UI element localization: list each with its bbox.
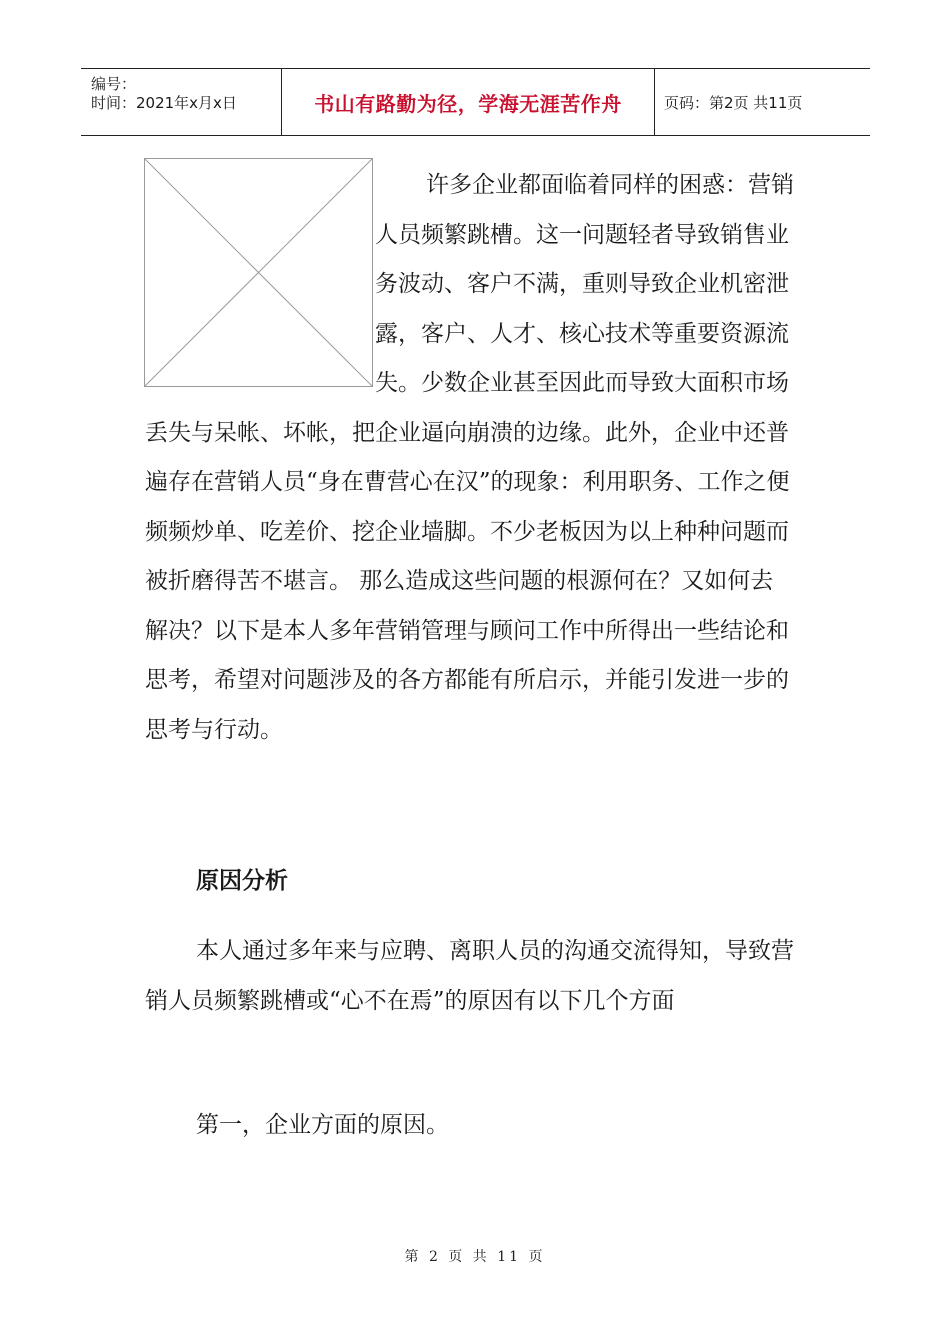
intro-lead-text: 许多企业都面临着同样的困惑： (426, 172, 748, 198)
header-motto-cell (282, 69, 655, 135)
section-heading: 原因分析 (196, 868, 288, 894)
page-header (81, 68, 870, 136)
body-paragraph: 第一，企业方面的原因。 (196, 1112, 449, 1138)
header-page-info: 页码：第2页 共11页 (664, 93, 803, 112)
intro-body-text: 营销人员频繁跳槽。这一问题轻者导致销售业务波动、客户不满，重则导致企业机密泄露，客户、人才、核心技术等重要资源流失。少数企业甚至因此而导致大面积市场丢失与呆帐、坏帐，把企业逼向崩溃的边缘。此外，企业中还普遍存在营销人员“身在曹营心在汉”的现象：利用职务、工作之便频频炒单、吃差价、挖企业墙脚。不少老板因为以上种种问题而被折磨得苦不堪言。 那么造成这些问题的根源何在？又如何去解决？以下是本人多年营销管理与顾问工作中所得出一些结论和思考，希望对问题涉及的各方都能有所启示，并能引发进一步的思考与行动。 (145, 172, 794, 743)
header-motto: 书山有路勤为径，学海无涯苦作舟 (314, 91, 622, 116)
document-time-label: 时间：2021年x月x日 (91, 94, 237, 112)
intro-paragraph (145, 161, 795, 755)
page-footer: 第 2 页 共 11 页 (404, 1249, 546, 1265)
header-meta-cell (81, 69, 282, 135)
image-float-spacer (145, 161, 375, 407)
document-number-label: 编号： (91, 75, 137, 93)
body-paragraph: 本人通过多年来与应聘、离职人员的沟通交流得知，导致营销人员频繁跳槽或“心不在焉”的原因有以下几个方面 (145, 938, 794, 1014)
header-page-cell (655, 69, 870, 135)
